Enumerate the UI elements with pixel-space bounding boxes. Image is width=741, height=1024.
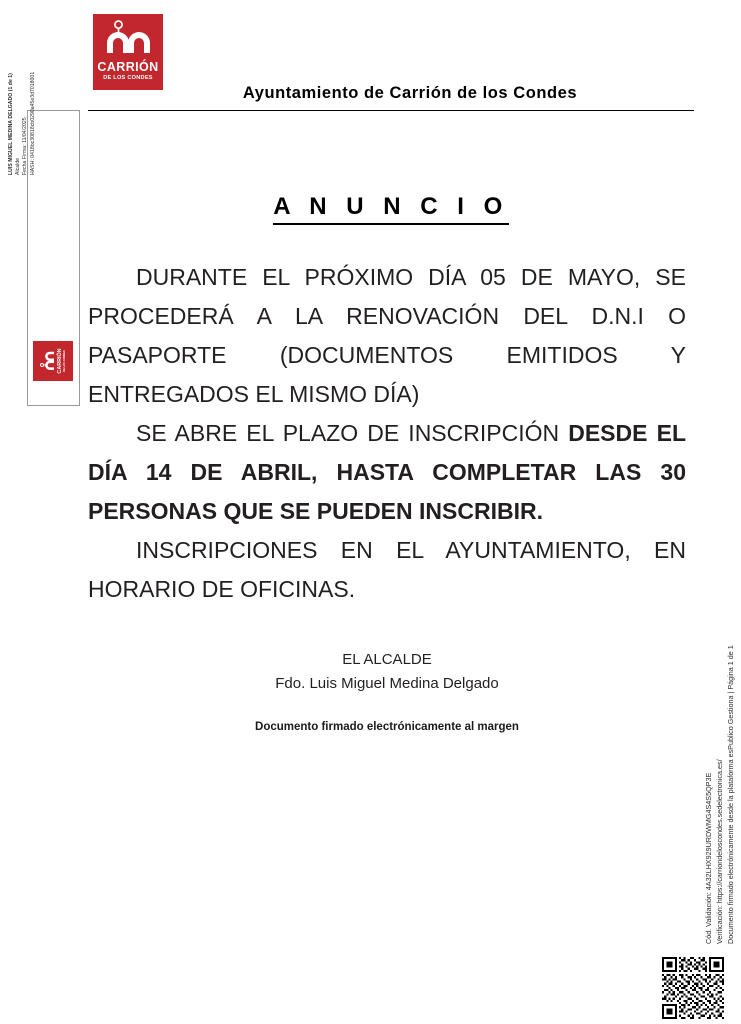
paragraph-2-bold-text: DESDE EL DÍA 14 DE ABRIL, HASTA COMPLETAR LAS 30 PERSONAS QUE SE PUEDEN INSCRIBIR. [88, 420, 686, 524]
qr-code-icon [662, 957, 724, 1019]
electronic-signature-note: Documento firmado electrónicamente al margen [255, 721, 519, 733]
verification-text [703, 599, 736, 944]
sidebar-municipality-logo [33, 341, 73, 381]
signature-date: Fecha Firma: 11/04/2025 [22, 117, 29, 175]
signature-metadata-text [8, 0, 37, 175]
signer-role: Alcalde [15, 157, 22, 175]
logo-subtitle: DE LOS CONDES [103, 75, 153, 81]
carrion-arches-icon [102, 20, 154, 60]
page-title: Ayuntamiento de Carrión de los Condes [242, 84, 578, 102]
carrion-arches-icon-small [40, 350, 57, 372]
sidebar-logo-subtitle: DE LOS CONDES [62, 350, 66, 372]
announcement-paragraph-2 [88, 414, 686, 531]
sidebar-logo-name: CARRIÓN [56, 348, 63, 374]
announcement-title-text: A N U N C I O [273, 193, 509, 225]
validation-code: Cód. Validación: 4A32LHX929URDWMG4S4S5QP3E [704, 772, 713, 944]
paragraph-2-normal-text: SE ABRE EL PLAZO DE INSCRIPCIÓN [136, 420, 569, 446]
paragraph-1-text: DURANTE EL PRÓXIMO DÍA 05 DE MAYO, SE PROCEDERÁ A LA RENOVACIÓN DEL D.N.I O PASAPORTE (DOCUMENTOS EMITIDOS Y ENTREGADOS EL MISMO DÍA) [88, 264, 686, 407]
announcement-title [88, 193, 694, 221]
signature-hash: HASH: 0418bc30818cb0290a45e3d7018001 [29, 71, 36, 175]
verification-url: Verificación: https://carriondeloscondes.sedelectronica.es/ [715, 759, 725, 944]
announcement-paragraph-1 [88, 258, 686, 414]
header-divider [88, 110, 694, 111]
platform-footer: Documento firmado electrónicamente desde la plataforma esPublico Gestiona | Página 1 de 1 [726, 645, 736, 944]
announcement-paragraph-3 [88, 531, 686, 609]
signer-name: LUIS MIGUEL MEDINA DELGADO (1 de 1) [8, 73, 14, 175]
logo-name: CARRIÓN [97, 60, 159, 74]
signature-block [88, 648, 686, 696]
signature-role-label: EL ALCALDE [342, 651, 432, 668]
signature-name-label: Fdo. Luis Miguel Medina Delgado [275, 675, 499, 692]
paragraph-3-text: INSCRIPCIONES EN EL AYUNTAMIENTO, EN HORARIO DE OFICINAS. [88, 537, 686, 602]
municipality-logo [93, 14, 163, 90]
